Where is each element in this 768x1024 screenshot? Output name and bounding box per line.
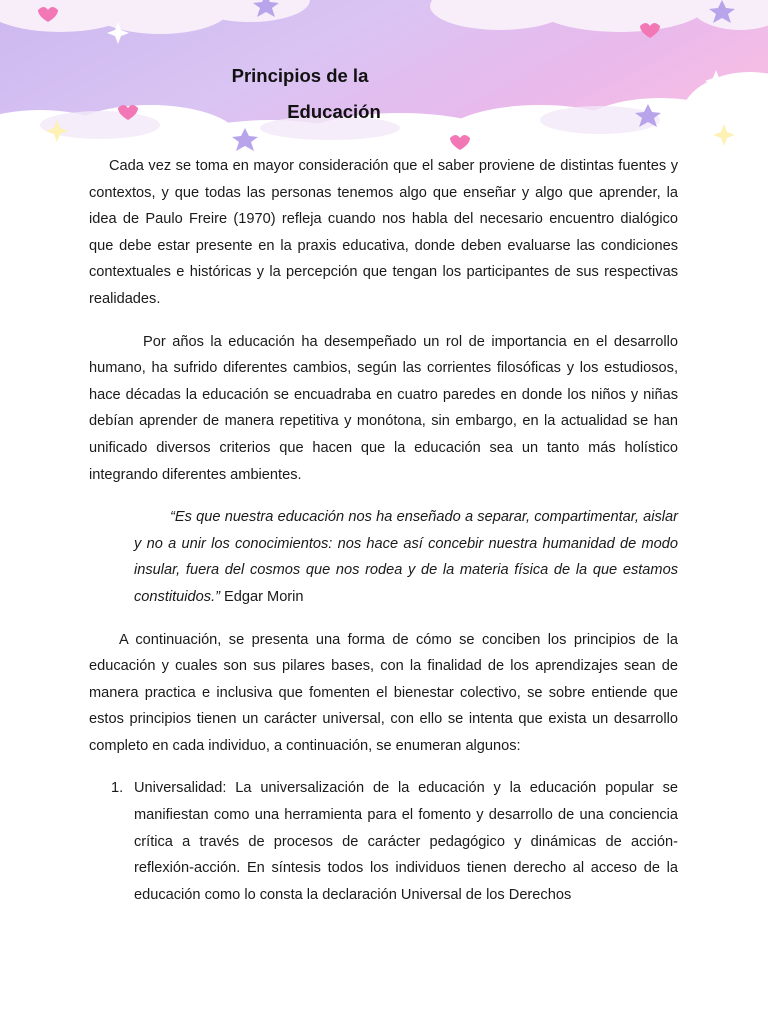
heart-icon [640, 23, 660, 38]
title-line-2: Educación [287, 101, 381, 122]
heart-icon [38, 7, 58, 22]
list-item [89, 775, 678, 908]
principles-list [89, 775, 678, 908]
paragraph-principles-intro: A continuación, se presenta una forma de cómo se conciben los principios de la educación y cuales son sus pilares bases, con la finalidad de los aprendizajes sean de manera practica e inclusiva que fomenten el bienestar colectivo, se sobre entiende que estos principios tienen un carácter universal, con ello se intenta que exista un desarrollo completo en cada individuo, a continuación, se enumeran algunos: [89, 631, 678, 754]
heart-icon [450, 135, 470, 150]
paragraph-intro: Cada vez se toma en mayor consideración que el saber proviene de distintas fuentes y contextos, y que todas las personas tenemos algo que enseñar y algo que aprender, la idea de Paulo Freire (1970) refleja cuando nos habla del necesario encuentro dialógico que debe estar presente en la praxis educativa, donde deben evaluarse las condiciones contextuales e históricas y la percepción que tengan los participantes de sus respectivas realidades. [89, 158, 678, 307]
sparkle-icon [46, 120, 68, 142]
document-body [89, 153, 678, 908]
list-item-text: Universalidad: La universalización de la educación y la educación popular se manifiestan como una herramienta para el fomento y desarrollo de una conciencia crítica a través de procesos de carácter pedagógico y dinámicas de acción-reflexión-acción. En síntesis todos los individuos tienen derecho al acceso de la educación como lo consta la declaración Universal de los Derechos [134, 780, 678, 903]
block-quote [134, 504, 678, 610]
paragraph-history: Por años la educación ha desempeñado un rol de importancia en el desarrollo humano, ha sufrido diferentes cambios, según las corrientes filosóficas y los estudiosos, hace décadas la educación se encuadraba en cuatro paredes en donde los niños y niñas debían aprender de manera repetitiva y monótona, sin embargo, en la actualidad se han unificado diversos criterios que hacen que la educación sea un tanto más holístico integrando diferentes ambientes. [89, 333, 678, 483]
star-icon [232, 128, 258, 151]
star-icon [709, 0, 735, 23]
star-icon [635, 104, 661, 127]
quote-author: Edgar Morin [219, 588, 304, 605]
sparkle-icon [705, 70, 727, 92]
page-title [200, 58, 470, 130]
sparkle-icon [713, 124, 735, 146]
sparkle-icon [107, 22, 129, 44]
quote-text: “Es que nuestra educación nos ha enseñado a separar, compartimentar, aislar y no a unir los conocimientos: nos hace así concebir nuestra humanidad de modo insular, fuera del cosmos que nos rodea y de la materia física de la que estamos constituidos.” [134, 509, 678, 605]
star-icon [253, 0, 279, 17]
list-item-number: 1. [111, 780, 124, 797]
title-line-1: Principios de la [231, 65, 369, 86]
heart-icon [118, 105, 138, 120]
